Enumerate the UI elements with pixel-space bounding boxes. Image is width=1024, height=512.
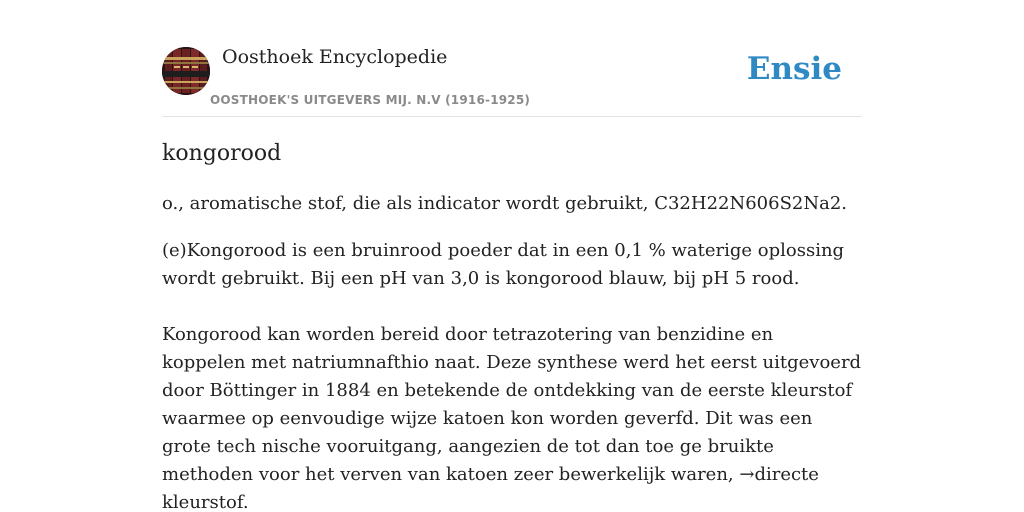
brand-logo[interactable]: Ensie	[746, 51, 842, 87]
entry-paragraph: (e)Kongorood is een bruinrood poeder dat in een 0,1 % waterige oplossing wordt gebruikt. Bij een pH van 3,0 is kongorood blauw, bij pH 5 rood.	[162, 240, 845, 289]
source-avatar[interactable]	[162, 47, 210, 95]
entry-content	[162, 138, 862, 512]
source-title[interactable]: Oosthoek Encyclopedie	[222, 46, 448, 68]
entry-definition: o., aromatische stof, die als indicator wordt gebruikt, C32H22N606S2Na2.	[162, 193, 848, 214]
source-subtitle: OOSTHOEK'S UITGEVERS MIJ. N.V (1916-1925)	[210, 93, 531, 107]
entry-title: kongorood	[162, 141, 282, 166]
entry-paragraph: Kongorood kan worden bereid door tetrazotering van benzidine en koppelen met natriumnafthio naat. Deze synthese werd het eerst uitgevoerd door Böttinger in 1884 en betekende de ontdekking van de eerste kleurstof waarmee op eenvoudige wijze katoen kon worden geverfd. Dit was een grote tech nische vooruitgang, aangezien de tot dan toe ge bruikte methoden voor het verven van katoen zeer bewerkelijk waren, →directe kleurstof.	[162, 324, 862, 512]
source-header	[162, 46, 862, 117]
book-spines-icon	[162, 47, 210, 95]
